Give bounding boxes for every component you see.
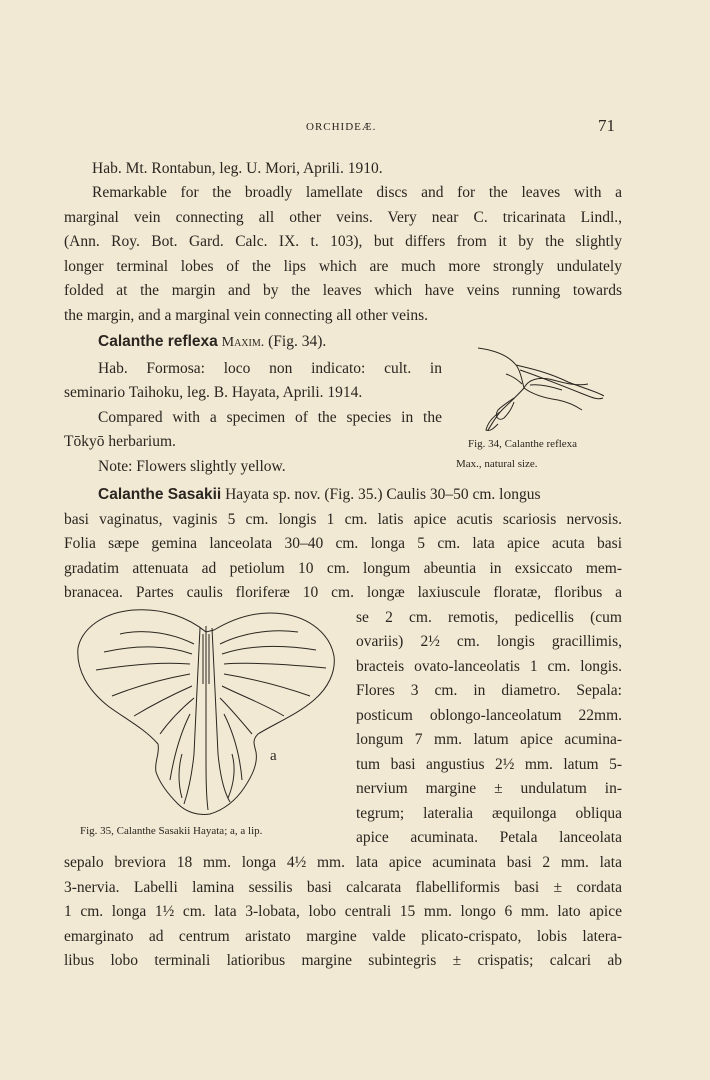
text-line: seminario Taihoku, leg. B. Hayata, Aprili. 1914.: [64, 384, 363, 401]
figure-34-caption-line1: Fig. 34, Calanthe reflexa: [468, 438, 578, 450]
text-line: tum basi angustius 2½ mm. latum 5-: [356, 756, 622, 773]
text-line: Folia sæpe gemina lanceolata 30–40 cm. longa 5 cm. lata apice acuta basi: [64, 535, 622, 552]
text-line: (Ann. Roy. Bot. Gard. Calc. IX. t. 103), but differs from it by the slightly: [64, 233, 622, 250]
text-line: bracteis ovato-lanceolatis 1 cm. longis.: [356, 658, 622, 675]
figure-35-lip-illustration: [74, 604, 340, 820]
figure-34-caption-line2: Max., natural size.: [456, 458, 538, 470]
text-line: the margin, and a marginal vein connecting all other veins.: [64, 307, 429, 324]
text-line: branacea. Partes caulis floriferæ 10 cm. longæ laxiuscule floratæ, floribus a: [64, 584, 622, 601]
text-line: Compared with a specimen of the species in the: [98, 409, 442, 426]
text-line: longer terminal lobes of the lips which are much more strongly undulately: [64, 258, 622, 275]
text-line: marginal vein connecting all other veins. Very near C. tricarinata Lindl.,: [64, 209, 622, 226]
text-line: Tōkyō herbarium.: [64, 433, 176, 450]
species-name: Calanthe reflexa: [98, 333, 218, 350]
text-line: libus lobo terminali latioribus margine subintegris ± crispatis; calcari ab: [64, 952, 622, 969]
text-line: longum 7 mm. latum apice acumina-: [356, 731, 622, 748]
habitat-line-mori: Hab. Mt. Rontabun, leg. U. Mori, Aprili. 1910.: [92, 160, 383, 177]
figure-34-calanthe-reflexa-illustration: [458, 340, 608, 440]
figure-35-caption: Fig. 35, Calanthe Sasakii Hayata; a, a lip.: [80, 825, 263, 837]
text-line: gradatim attenuata ad petiolum 10 cm. longum abeuntia in exsiccato mem-: [64, 560, 622, 577]
species-author: Maxim.: [221, 335, 265, 350]
text-line: nervium margine ± undulatum in-: [356, 780, 622, 797]
text-line: ovariis) 2½ cm. longis gracillimis,: [356, 633, 622, 650]
running-header: ORCHIDEÆ.: [306, 121, 377, 133]
text-line: emarginato ad centrum aristato margine valde plicato-crispato, lobis latera-: [64, 928, 622, 945]
text-line: Flores 3 cm. in diametro. Sepala:: [356, 682, 622, 699]
text-line: se 2 cm. remotis, pedicellis (cum: [356, 609, 622, 626]
species-fig-ref: (Fig. 34).: [268, 333, 327, 350]
text-line: 1 cm. longa 1½ cm. lata 3-lobata, lobo centrali 15 mm. longo 6 mm. lato apice: [64, 903, 622, 920]
text-line: tegrum; lateralia æquilonga obliqua: [356, 805, 622, 822]
text-line: apice acuminata. Petala lanceolata: [356, 829, 622, 846]
text-line: posticum oblongo-lanceolatum 22mm.: [356, 707, 622, 724]
text-line: 3-nervia. Labelli lamina sessilis basi calcarata flabelliformis basi ± cordata: [64, 879, 622, 896]
figure-35-label-a: a: [270, 748, 277, 764]
text-line: Note: Flowers slightly yellow.: [98, 458, 286, 475]
page-number: 71: [598, 116, 615, 135]
text-line: Remarkable for the broadly lamellate discs and for the leaves with a: [92, 184, 622, 201]
text-line: folded at the margin and by the leaves which have veins running towards: [64, 282, 622, 299]
species-name: Calanthe Sasakii: [98, 486, 222, 503]
text-line: Hab. Formosa: loco non indicato: cult. in: [98, 360, 442, 377]
text-line: sepalo breviora 18 mm. longa 4½ mm. lata apice acuminata basi 2 mm. lata: [64, 854, 622, 871]
species-heading-sasakii: [98, 483, 622, 508]
species-heading-reflexa: [98, 330, 326, 356]
text-line: basi vaginatus, vaginis 5 cm. longis 1 cm. latis apice acutis scariosis nervosis.: [64, 511, 622, 528]
species-description-start: Hayata sp. nov. (Fig. 35.) Caulis 30–50 cm. longus: [225, 486, 541, 503]
